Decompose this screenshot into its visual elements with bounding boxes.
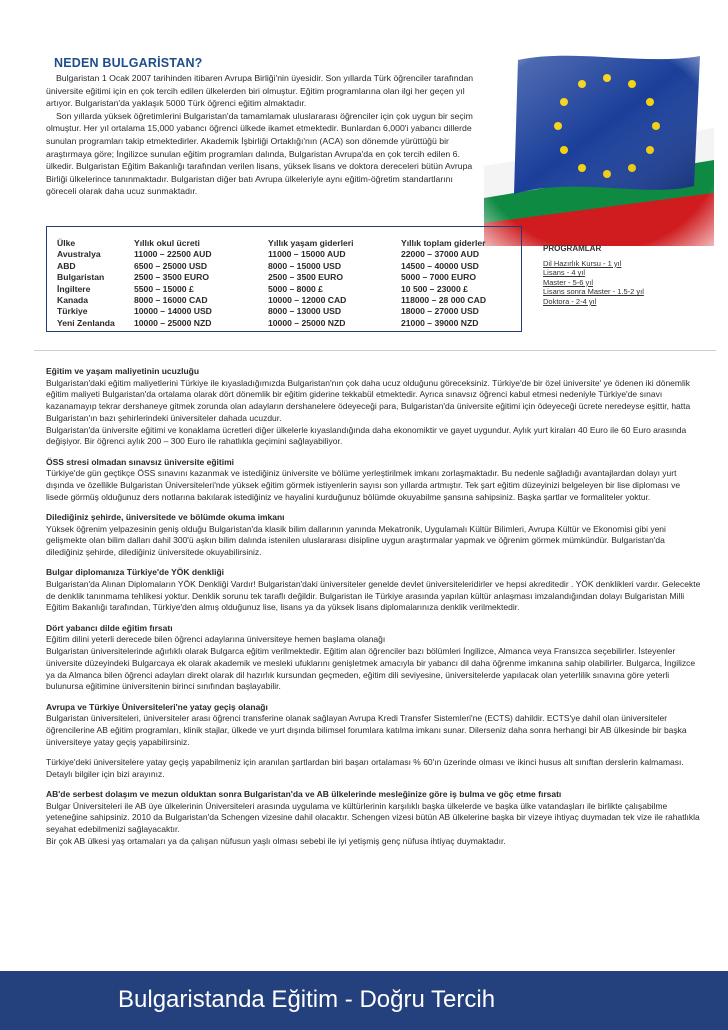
table-cell: 8000 – 15000 USD	[268, 260, 342, 271]
table-row	[57, 261, 521, 272]
table-row	[57, 306, 521, 317]
table-cell: 10000 – 25000 NZD	[268, 317, 346, 328]
section-text: Türkiye'de gün geçtikçe ÖSS sınavını kazanmak ve istediğiniz üniversite ve bölüme yerleştirilmek imkanı zorlaşmaktadır. Bu nedenle sağladığı avantajlardan dolayı yurt dışında ve özellikle Bulgaristan Üniversiteleri'nde yüksek eğitim görmek istiyenlerin sayısı son yıllarda artmıştır. Tek şart eğitim düzeyinizi belgeleyen bir lise diploması ve lisede görmüş olduğunuz ders notlarına bakılarak istediğiniz ve hayalini kurduğunuz bölümde okuyabilme şansına sahipsiniz. Başka şartlar ve formaliteler yoktur.	[46, 468, 681, 502]
table-header: Ülke	[57, 238, 76, 248]
intro-paragraph: Son yıllarda yüksek öğretimlerini Bulgaristan'da tamamlamak uluslararası öğrenciler için çok uygun bir seçim olmuştur. Her yıl ortalama 15,000 yabancı öğrenci ülkede ikamet etmektedir. Bunlardan 6,000'i yabancı dillerde sunulan programları takip etmektedirler. Akademik İşbirliği Ortaklığı'nın (ACA) son dönemde yürüttüğü bir araştırmaya göre; İngilizce sunulan eğitim programları dalında, Bulgaristan Avrupa'da en çok tercih edilen 6. ülkedir. Bulgaristan Eğitim Bakanlığı tarafından verilen lisans, yüksek lisans ve doktora dereceleri bütün Avrupa Birliği ülkelerince tanınmaktadır. Bulgaristan diğer batı Avrupa ülkeleriyle aynı eğitim-öğretim standartlarını göreceli olarak daha ucuz sunmaktadır.	[46, 110, 473, 197]
eu-bulgaria-flag-image	[484, 48, 714, 246]
flag-illustration	[484, 48, 714, 246]
section-text: Bulgaristan'daki eğitim maliyetlerini Türkiye ile kıyasladığımızda Bulgaristan'nın çok daha ucuz olduğunu göreceksiniz. Türkiye'de bir özel üniversite' ye ödenen iki dönemlik eğitim maliyeti Bulgaristan'da ortalama olarak dört dönemlik bir eğitim giderine tekkabül etmektedir. Ayrıca sınavsız öğrenci kabul etmesi nedeniyle Türkiye'de sınavı kazanamayıp tekrar dershaneye gitmek zorunda olan adayların dershanelere ödeyeceği para, Bulgaristan'da üniversite eğitimi için ödeyeceği ücrete neredeyse eşittir, hatta Bulgaristan'ın bazı şehirlerindeki üniversiteler dahada ucuzdur. Bulgaristan'da üniversite eğitimi ve konaklama ücretleri diğer ülkelerle kıyaslandığında daha ekonomiktir ve gayet uygundur. Aylık yurt kiraları 40 Euro ile 60 Euro arasında değişiyor. Bir öğrenci aylık 200 – 300 Euro ile rahatlıkla geçimini sağlayabiliyor.	[46, 377, 691, 447]
section-heading: Avrupa ve Türkiye Üniversiteleri'ne yatay geçiş olanağı	[46, 701, 268, 712]
table-cell: 2500 – 3500 EURO	[268, 272, 344, 283]
table-cell: 11000 – 22500 AUD	[134, 249, 212, 260]
section-heading: Dilediğiniz şehirde, üniversitede ve bölümde okuma imkanı	[46, 511, 285, 522]
table-cell: Türkiye	[57, 306, 88, 317]
table-row	[57, 295, 521, 306]
intro-text	[46, 72, 478, 198]
section-text: Eğitim dilini yeterli derecede bilen öğrenci adaylarına üniversiteye hemen başlama olanağı Bulgaristan üniversitelerinde ağırlıklı olarak Bulgarca eğitim verilmektedir. Eğitim alan öğrenciler bazı bölümleri İngilizce, Almanca veya Fransızca seçebilirler. İsteyenler üniversite düzeyindeki Bulgarcaya ek olarak akademik ve mesleki ufuklarını genişletmek amacıyla bir yabancı dil daha öğrenme imkanına sahip olabilirler. Bulgarca, İngilizce ya da Almanca bilen öğrenci adayları direkt olarak dil hazırlık kursundan geçmeden, eğitim dili seviyesine, üniversitelerde yapılacak olan yeterlilik sınavına göre yeterli bulunursa eğitimine üniversitenin birinci sınıfından başlayabilir.	[46, 634, 696, 692]
table-row	[57, 272, 521, 283]
section-languages	[46, 623, 702, 693]
section-heading: Eğitim ve yaşam maliyetinin ucuzluğu	[46, 366, 200, 376]
programs-heading: PROGRAMLAR	[543, 244, 602, 253]
section-text: Yüksek öğrenim yelpazesinin geniş olduğu Bulgaristan'da klasik bilim dallarının yanında Mekatronik, Uygulamalı Kültür Bilimleri, Avrupa Kültür ve Ekonomisi gibi yeni gelişmekte olan bilim dalları dahil 300'ü aşkın bilim dalında istenilen uluslararası disipline uygun araştırmalar yapmak ve öğrenim görmek mümkündür. Bulgaristan'da dilediğiniz şehirde, dilediğiniz üniversitede okuyabilirsiniz.	[46, 523, 666, 558]
section-heading: Bulgar diplomanıza Türkiye'de YÖK denkliği	[46, 567, 225, 578]
table-header-row	[57, 238, 521, 249]
table-cell: 14500 – 40000 USD	[401, 260, 479, 271]
table-row	[57, 249, 521, 260]
section-text: Türkiye'deki üniversitelere yatay geçiş yapabilmeniz için aranılan şartlardan biri başarı ortalaması % 60'ın üzerinde olması ve ikinci husus alt sınıftan derslerin kalmaması. Detaylı bilgiler için bizi arayınız.	[46, 756, 684, 779]
cost-table-grid	[57, 238, 521, 329]
table-cell: İngiltere	[57, 283, 91, 294]
table-cell: 10000 – 12000 CAD	[268, 295, 347, 306]
program-item: Lisans - 4 yıl	[543, 268, 586, 278]
table-cell: 8000 – 16000 CAD	[134, 295, 208, 306]
table-cell: 22000 – 37000 AUD	[401, 249, 480, 260]
section-divider	[34, 350, 716, 351]
section-text: Bulgaristan'da Alınan Diplomaların YÖK Denkliği Vardır! Bulgaristan'daki üniversiteler genelde devlet üniversiteleridirler ve hepsi akreditedir . YÖK denklikleri vardır. Gelecekte de denklik tanınmama tehlikesi yoktur. Denklik sorunu tek taraflı değildir. Bulgaristan ile Türkiye arasında yapılan kültür anlaşması imzalandığından dolayı Bulgaristan Milli Eğitim Bakanlığı tarafından, Türkiye'den almış olduğunuz lise, lisans ya da yüksek lisans diplomalarınıza denklik verilmektedir.	[46, 579, 701, 613]
table-cell: 2500 – 3500 EURO	[134, 272, 210, 283]
section-eu-mobility	[46, 789, 702, 848]
table-header: Yıllık yaşam giderleri	[268, 238, 354, 248]
table-cell: Bulgaristan	[57, 272, 105, 283]
program-item: Master - 5-6 yıl	[543, 277, 594, 287]
program-item: Lisans sonra Master - 1.5-2 yıl	[543, 287, 644, 297]
section-text: Bulgaristan üniversiteleri, üniversiteler arası öğrenci transferine olanak sağlayan Avrupa Kredi Transfer Sistemleri'ne (ECTS) dahildir. ECTS'ye dahil olan üniversiteler öğrencilerine AB eğitim programları, klinik stajlar, ülkede ve yurt dışında bilimsel forumlara katılma imkanı sunar. Dilerseniz daha sonra herhangi bir AB ülkesinde bir başka üniversiteye yatay geçiş yapabilirsiniz.	[46, 713, 687, 747]
table-cell: 118000 – 28 000 CAD	[401, 295, 487, 306]
section-transfer-note	[46, 757, 702, 780]
table-cell: 11000 – 15000 AUD	[268, 249, 346, 260]
table-cell: 5000 – 7000 EURO	[401, 272, 477, 283]
table-cell: 21000 – 39000 NZD	[401, 317, 479, 328]
footer-title: Bulgaristanda Eğitim - Doğru Tercih	[118, 986, 496, 1013]
table-cell: 10000 – 14000 USD	[134, 306, 212, 317]
table-cell: 8000 – 13000 USD	[268, 306, 342, 317]
table-row	[57, 318, 521, 329]
intro-paragraph: Bulgaristan 1 Ocak 2007 tarihinden itibaren Avrupa Birliği'nin üyesidir. Son yıllarda Türk öğrenciler tarafından üniversite eğitimi için en çok tercih edilen ülkelerden biri olmuştur. Eğitim programlarına olan ilgi her geçen yıl artıyor. Bulgaristan'da yaklaşık 5000 Türk öğrenci eğitim almaktadır.	[46, 73, 474, 109]
section-exam	[46, 457, 702, 504]
section-transfer	[46, 702, 702, 749]
section-yok	[46, 567, 702, 614]
cost-comparison-table	[46, 226, 522, 332]
program-item: Doktora - 2-4 yıl	[543, 296, 597, 306]
section-choice	[46, 512, 702, 559]
table-cell: Yeni Zenlanda	[57, 317, 115, 328]
table-cell: 6500 – 25000 USD	[134, 260, 208, 271]
table-row	[57, 284, 521, 295]
article-body	[46, 366, 702, 856]
table-cell: 10 500 – 23000 £	[401, 283, 468, 294]
table-cell: 18000 – 27000 USD	[401, 306, 479, 317]
footer-banner	[0, 971, 728, 1030]
table-cell: Avustralya	[57, 249, 101, 260]
table-cell: 5000 – 8000 £	[268, 283, 323, 294]
section-heading: Dört yabancı dilde eğitim fırsatı	[46, 622, 173, 633]
table-header: Yıllık okul ücreti	[134, 238, 200, 248]
table-cell: 5500 – 15000 £	[134, 283, 194, 294]
section-cost	[46, 366, 702, 448]
table-cell: 10000 – 25000 NZD	[134, 317, 212, 328]
section-text: Bulgar Üniversiteleri ile AB üye ülkelerinin Üniversiteleri arasında uygulama ve kültürlerinin karşılıklı başka ülkelerde ve başka ülke vatandaşları ile birlikte çalışabilme yeteneğine sahipsiniz. 2010 da Bulgaristan'da Schengen vizesine dahil olacaktır. Schengen vizesi bütün AB ülkelerine başka bir vizeye ihtiyaç duymadan tek vize ile rahatlıkla seyahat edebilmenizi sağlayacaktır. Bir çok AB ülkesi yaş ortamaları ya da çalışan nüfusun yaşlı olması sebebi ile iyi yetişmiş genç nüfusa ihtiyaç duymaktadır.	[46, 800, 700, 846]
table-cell: Kanada	[57, 295, 89, 306]
programs-box	[543, 244, 644, 307]
section-heading: ÖSS stresi olmadan sınavsız üniversite eğitimi	[46, 456, 235, 467]
section-heading: AB'de serbest dolaşım ve mezun olduktan sonra Bulgaristan'da ve AB ülkelerinde mesleğinize göre iş bulma ve göç etme fırsatı	[46, 788, 562, 799]
page-title: NEDEN BULGARİSTAN?	[54, 56, 203, 70]
table-cell: ABD	[57, 260, 76, 271]
program-item: Dil Hazırlık Kursu - 1 yıl	[543, 258, 622, 268]
table-header: Yıllık toplam giderler	[401, 238, 486, 248]
